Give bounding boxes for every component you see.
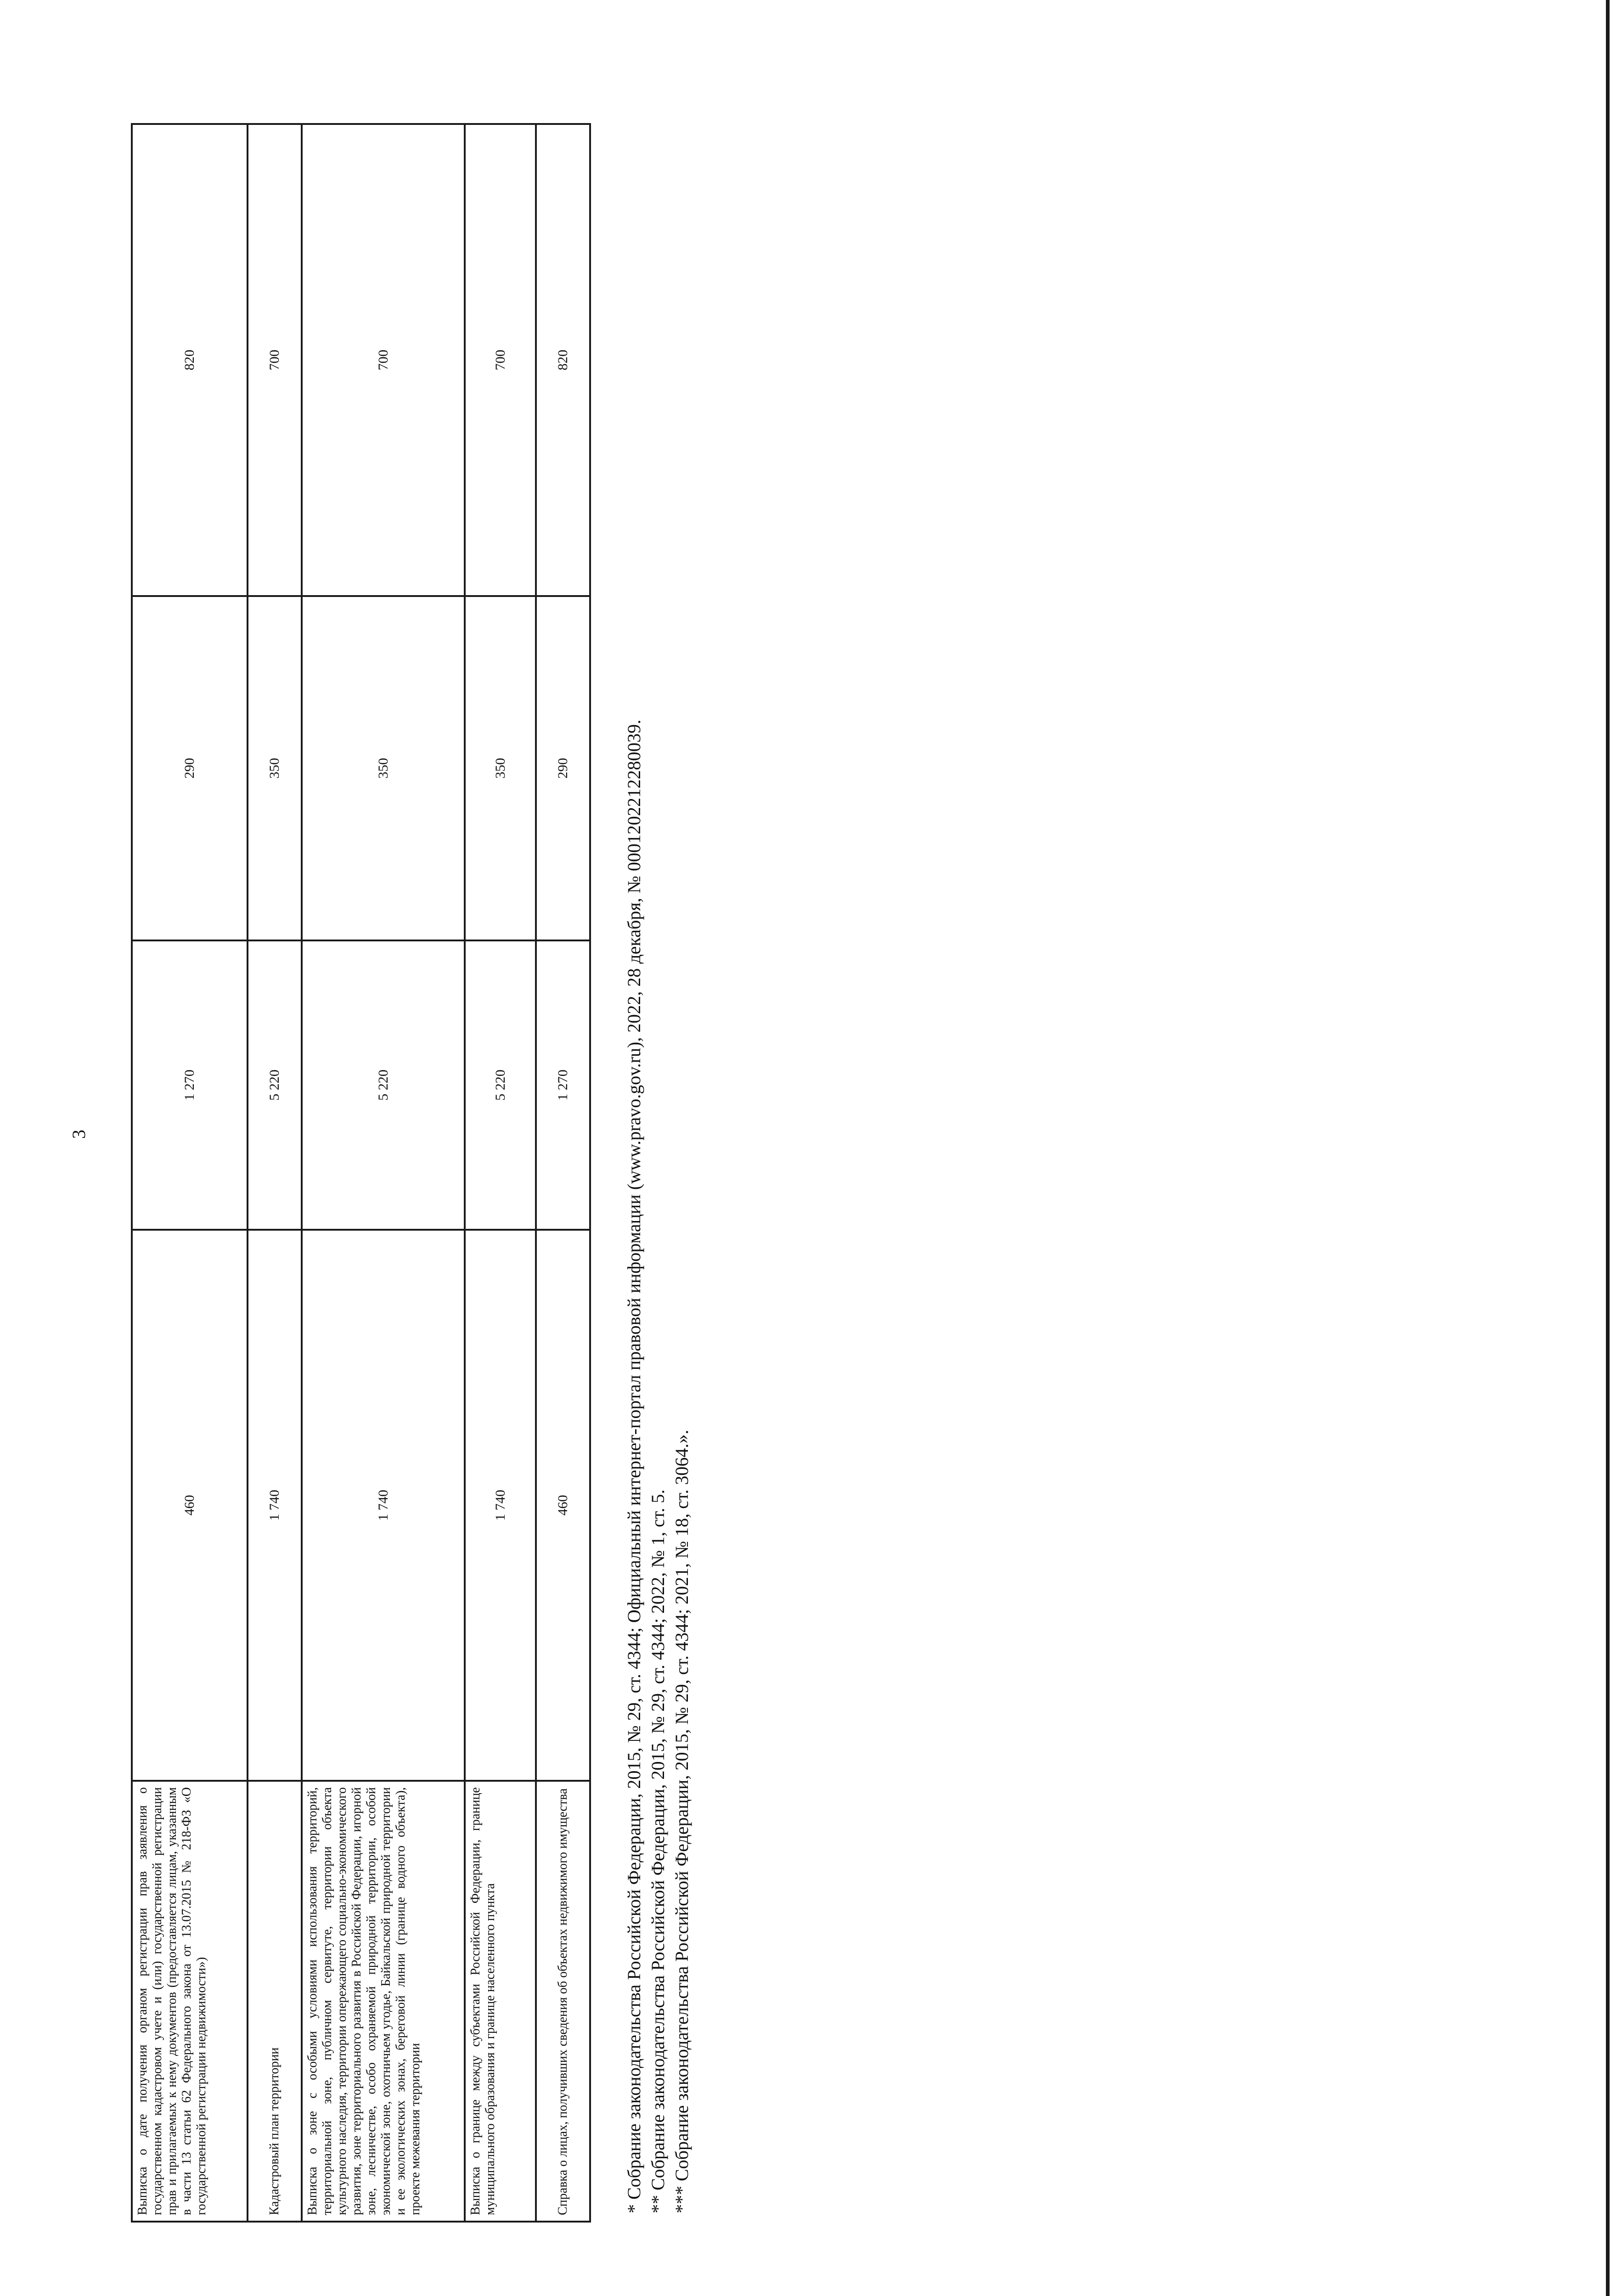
fee-value: 700	[248, 124, 302, 596]
footnote: *** Собрание законодательства Российской Федерации, 2015, № 29, ст. 4344; 2021, № 18, ст. 3064.».	[671, 1429, 692, 2213]
table-row	[132, 124, 248, 2222]
footnote: ** Собрание законодательства Российской Федерации, 2015, № 29, ст. 4344; 2022, № 1, ст. 5.	[648, 1489, 668, 2213]
table-row	[302, 124, 465, 2222]
fee-value: 290	[536, 596, 590, 940]
fee-value: 700	[302, 124, 465, 596]
fee-value: 5 220	[302, 940, 465, 1230]
row-description: Кадастровый план территории	[248, 1781, 302, 2222]
fee-value: 1 740	[302, 1230, 465, 1781]
fee-value: 1 740	[248, 1230, 302, 1781]
fee-value: 350	[248, 596, 302, 940]
row-description: Справка о лицах, получивших сведения об объектах недвижимого имущества	[536, 1781, 590, 2222]
fee-value: 1 270	[536, 940, 590, 1230]
row-description: Выписка о границе между субъектами Российской Федерации, границе муниципального образования и границе населенного пункта	[465, 1781, 536, 2222]
fee-value: 5 220	[465, 940, 536, 1230]
row-description: Выписка о зоне с особыми условиями использования территорий, территориальной зоне, публичном сервитуте, территории объекта культурного наследия, территории опережающего социально-экономического развития, зоне территориального развития в Российской Федерации, игорной зоне, лесничестве, особо охраняемой природной территории, особой экономической зоне, охотничьем угодье, Байкальской природной территории и ее экологических зонах, береговой линии (границе водного объекта), проекте межевания территории	[302, 1781, 465, 2222]
table-row	[465, 124, 536, 2222]
table-row	[536, 124, 590, 2222]
fee-value: 5 220	[248, 940, 302, 1230]
fee-value: 460	[536, 1230, 590, 1781]
fee-value: 290	[132, 596, 248, 940]
fee-value: 820	[536, 124, 590, 596]
fee-value: 350	[302, 596, 465, 940]
fee-table	[131, 123, 591, 2223]
footnotes	[622, 55, 694, 2213]
fee-value: 460	[132, 1230, 248, 1781]
row-description: Выписка о дате получения органом регистрации прав заявления о государственном кадастровом учете и (или) государственной регистрации прав и прилагаемых к нему документов (предоставляется лицам, указанным в части 13 статьи 62 Федерального закона от 13.07.2015 № 218-ФЗ «О государственной регистрации недвижимости»)	[132, 1781, 248, 2222]
fee-value: 350	[465, 596, 536, 940]
fee-value: 1 740	[465, 1230, 536, 1781]
fee-value: 700	[465, 124, 536, 596]
table-row	[248, 124, 302, 2222]
page-number: 3	[68, 1130, 89, 1139]
fee-value: 820	[132, 124, 248, 596]
fee-value: 1 270	[132, 940, 248, 1230]
footnote: * Собрание законодательства Российской Федерации, 2015, № 29, ст. 4344; Официальный интернет-портал правовой информации (www.pravo.gov.ru), 2022, 28 декабря, № 0001202212280039.	[624, 720, 644, 2213]
